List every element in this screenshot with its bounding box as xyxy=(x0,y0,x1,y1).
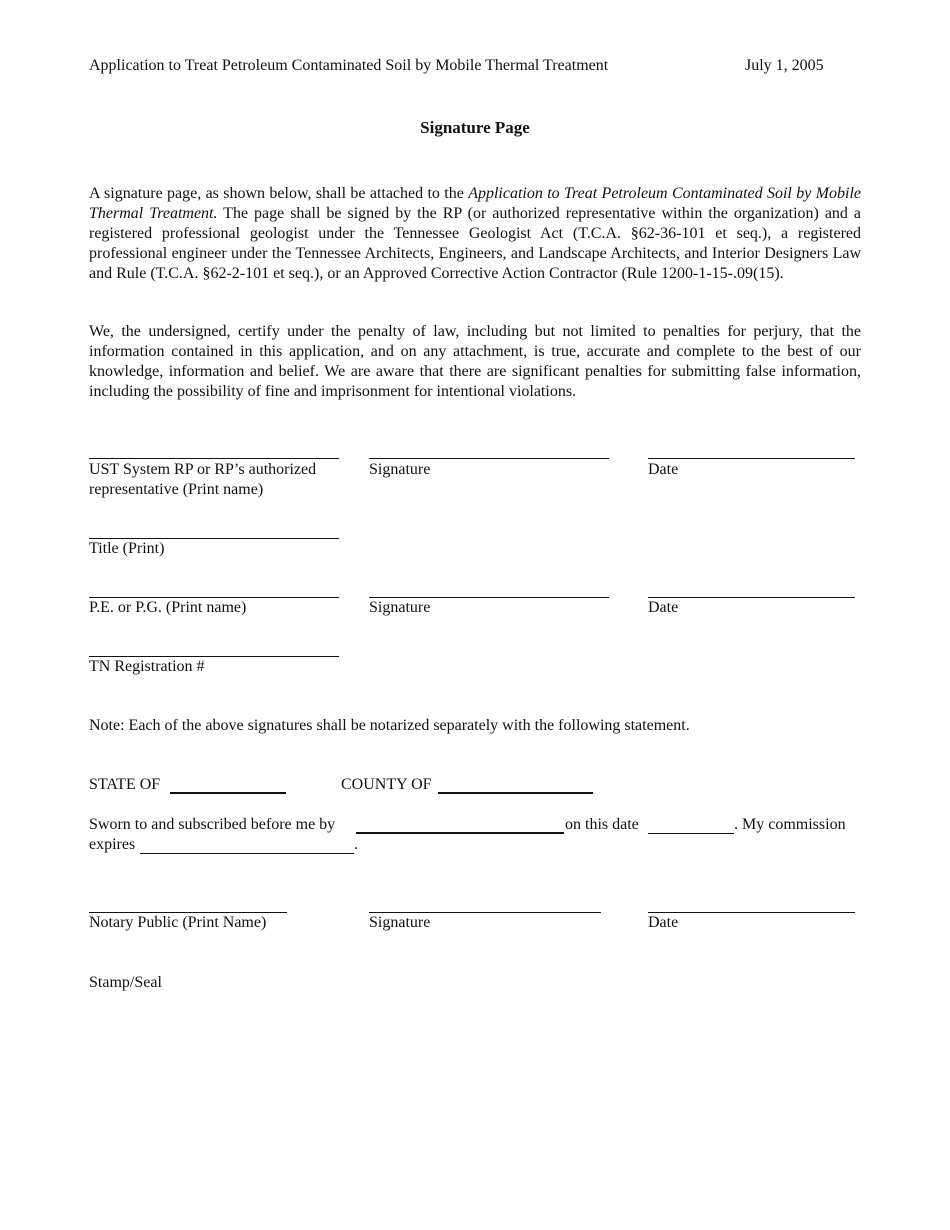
pe-pg-signature-label: Signature xyxy=(369,599,431,616)
rp-date-label: Date xyxy=(648,461,679,478)
on-this-date-text: on this date xyxy=(565,816,639,833)
header-date: July 1, 2005 xyxy=(745,57,824,74)
notarization-note: Note: Each of the above signatures shall be notarized separately with the following statement. xyxy=(89,717,690,734)
notary-signature-label: Signature xyxy=(369,914,431,931)
my-commission-text: . My commission xyxy=(734,816,846,833)
pe-pg-date-label: Date xyxy=(648,599,679,616)
intro-text-2: The page shall be signed by the RP (or authorized representative within the organization) and a registered professional geologist under the Tennessee Geologist Act (T.C.A. §62-36-101 et seq.), a registered professional engineer under the Tennessee Architects, Engineers, and Landscape Architects, and Interior Designers Law and Rule (T.C.A. §62-2-101 et seq.), or an Approved Corrective Action Contractor (Rule 1200-1-15-.09(15). xyxy=(89,205,861,282)
commission-expires-field[interactable] xyxy=(140,853,354,854)
notary-date-label: Date xyxy=(648,914,679,931)
sworn-name-field[interactable] xyxy=(356,832,564,834)
county-of-label: COUNTY OF xyxy=(341,776,432,793)
rp-date-line[interactable] xyxy=(648,458,855,459)
page-title: Signature Page xyxy=(420,118,530,137)
rp-signature-line[interactable] xyxy=(369,458,609,459)
expires-text: expires xyxy=(89,836,136,853)
certification-paragraph: We, the undersigned, certify under the penalty of law, including but not limited to penalties for perjury, that the information contained in this application, and on any attachment, is true, accurate and complete to the best of our knowledge, information and belief. We are aware that there are significant penalties for submitting false information, including the possibility of fine and imprisonment for intentional violations. xyxy=(89,323,861,400)
title-print-label: Title (Print) xyxy=(89,540,165,557)
rp-name-label-1: UST System RP or RP’s authorized xyxy=(89,461,317,478)
notary-name-label: Notary Public (Print Name) xyxy=(89,914,267,931)
intro-italic-title: Application to Treat Petroleum Contaminated Soil by Mobile Thermal Treatment. xyxy=(89,185,862,222)
county-of-field[interactable] xyxy=(438,792,593,794)
state-of-label: STATE OF xyxy=(89,776,161,793)
sworn-date-field[interactable] xyxy=(648,833,734,834)
pe-pg-name-label: P.E. or P.G. (Print name) xyxy=(89,599,247,616)
stamp-seal-label: Stamp/Seal xyxy=(89,974,162,991)
sworn-before-text: Sworn to and subscribed before me by xyxy=(89,816,336,833)
tn-registration-label: TN Registration # xyxy=(89,658,205,675)
notary-date-line[interactable] xyxy=(648,912,855,913)
rp-name-line[interactable] xyxy=(89,458,339,459)
intro-text-1: A signature page, as shown below, shall be attached to the xyxy=(89,185,469,202)
pe-pg-date-line[interactable] xyxy=(648,597,855,598)
rp-signature-label: Signature xyxy=(369,461,431,478)
expires-period: . xyxy=(354,836,358,853)
intro-paragraph xyxy=(89,184,861,284)
header-doc-title: Application to Treat Petroleum Contaminated Soil by Mobile Thermal Treatment xyxy=(89,57,609,74)
rp-name-label-2: representative (Print name) xyxy=(89,481,264,498)
state-of-field[interactable] xyxy=(170,792,286,794)
